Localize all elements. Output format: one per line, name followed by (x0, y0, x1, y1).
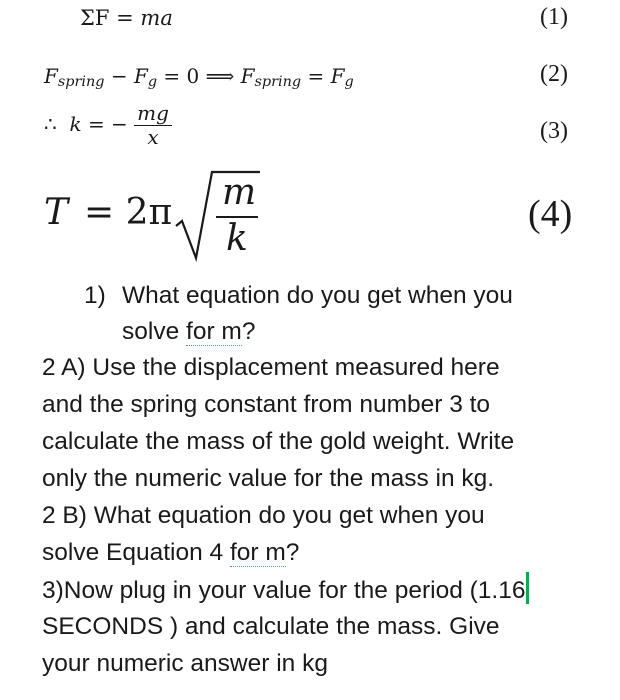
eq2-minus: − (110, 64, 128, 88)
eq2-f-g-2: F (330, 64, 345, 88)
eq1-rhs: ma (140, 6, 173, 30)
eq2-spring-subscript-2: spring (254, 74, 302, 91)
eq2-f-g: F (133, 64, 148, 88)
eq3-denominator: x (147, 125, 159, 149)
equation-2 (44, 64, 354, 91)
eq3-equals: = − (87, 112, 128, 136)
eq2-f-spring-2: F (240, 64, 255, 88)
eq2-zero: = 0 (163, 64, 200, 88)
eq1-lhs: ΣF (80, 6, 110, 30)
text-cursor[interactable] (526, 572, 529, 604)
q2b-line2-pre: solve Equation 4 (42, 539, 230, 566)
q2b-line2-post: ? (285, 539, 300, 566)
question-2a-line-2: and the spring constant from number 3 to (42, 391, 491, 418)
question-3-line-3: your numeric answer in kg (42, 650, 328, 677)
question-1-number: 1) (84, 282, 106, 309)
eq4-equals: = 2π (84, 192, 173, 233)
equation-4-number: (4) (528, 193, 573, 235)
eq4-numerator: m (222, 172, 257, 213)
question-1-line-2 (122, 314, 255, 350)
question-1-line-1: What equation do you get when you (122, 282, 513, 309)
eq2-g-subscript-2: g (344, 74, 354, 91)
q3-line1-text: 3)Now plug in your value for the period (1.16 (42, 577, 526, 604)
question-2b-line-2 (42, 535, 299, 571)
equation-2-number: (2) (540, 61, 568, 87)
eq3-fraction (134, 102, 172, 149)
question-3-line-1 (42, 572, 529, 609)
eq2-equals: = (307, 64, 325, 88)
equation-3-number: (3) (540, 118, 568, 144)
question-2a-line-3: calculate the mass of the gold weight. Write (42, 428, 515, 455)
equation-3 (44, 102, 172, 149)
eq2-spring-subscript: spring (57, 74, 105, 91)
question-2a-line-1: 2 A) Use the displacement measured here (42, 354, 500, 381)
q1-line2-pre: solve (122, 318, 187, 345)
question-2b-line-1: 2 B) What equation do you get when you (42, 502, 485, 529)
q2b-for-m-link[interactable]: for m (229, 539, 286, 566)
q1-for-m-link[interactable]: for m (186, 318, 242, 345)
question-2a-line-4: only the numeric value for the mass in kg. (42, 465, 495, 492)
eq4-T: T (44, 192, 69, 233)
eq2-g-subscript: g (147, 74, 158, 91)
eq2-implies: ⟹ (205, 64, 235, 88)
q1-line2-post: ? (241, 318, 256, 345)
eq4-denominator: k (226, 218, 248, 259)
equation-1-number: (1) (540, 4, 568, 30)
eq3-therefore: ∴ (44, 112, 57, 136)
eq1-equals: = (116, 6, 134, 30)
eq3-k: k (69, 112, 82, 136)
eq3-numerator: mg (134, 102, 172, 126)
question-3-line-2: SECONDS ) and calculate the mass. Give (42, 613, 500, 640)
equation-1 (80, 6, 173, 30)
eq2-f-spring: F (44, 64, 58, 88)
